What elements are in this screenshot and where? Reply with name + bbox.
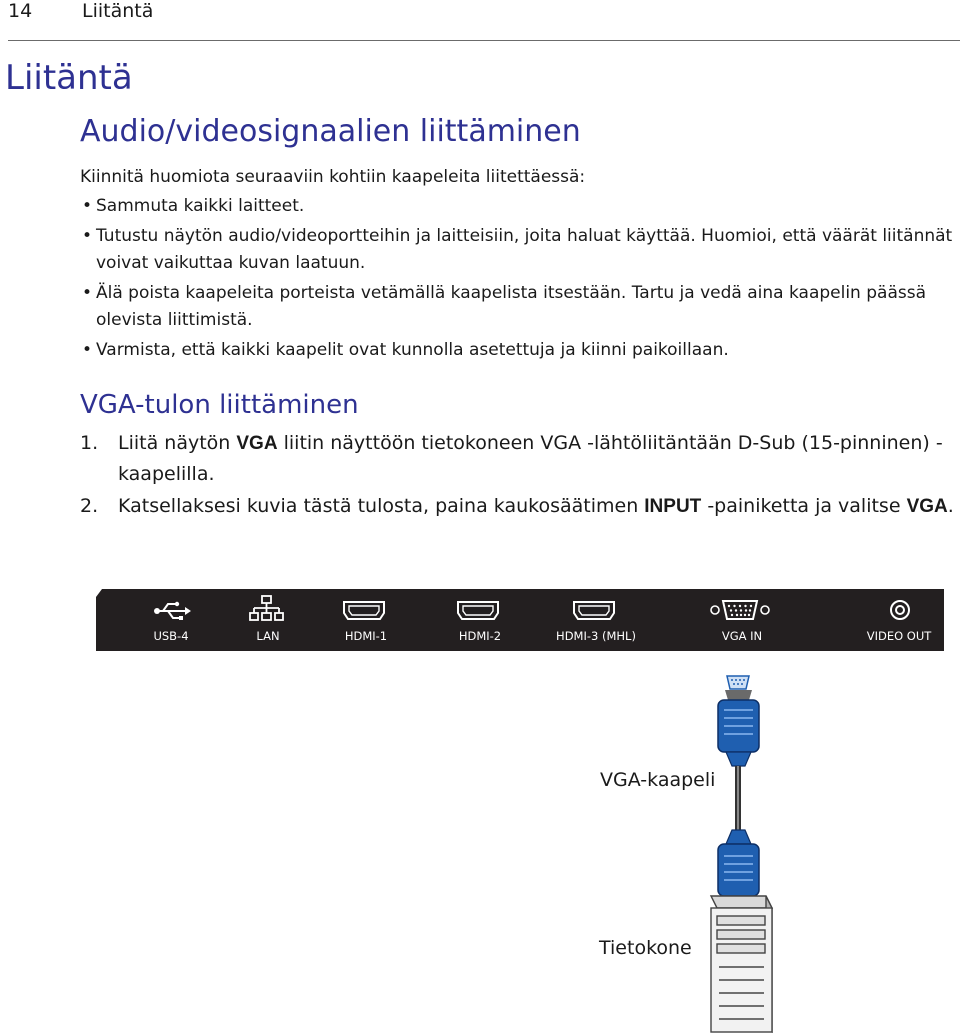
header-rule	[8, 40, 960, 41]
step-number: 1.	[80, 432, 99, 454]
port-label-hdmi1: HDMI-1	[344, 629, 388, 643]
list-item: • Älä poista kaapeleita porteista vetämällä kaapelista itsestään. Tartu ja vedä aina kaapelin päässä olevista liittimistä.	[80, 280, 958, 334]
step-keyword: VGA	[236, 433, 278, 454]
cable-label: VGA-kaapeli	[600, 769, 716, 791]
port-label-hdmi3: HDMI-3 (MHL)	[556, 629, 636, 643]
step-text: Liitä näytön	[118, 432, 237, 454]
panel-background	[96, 589, 944, 651]
step-text: .	[947, 495, 954, 517]
chapter-title: Liitäntä	[5, 58, 133, 98]
step-number: 2.	[80, 495, 99, 517]
section-title: Audio/videosignaalien liittäminen	[80, 114, 581, 149]
port-label-hdmi2: HDMI-2	[458, 629, 502, 643]
step-keyword: VGA	[906, 496, 948, 517]
port-label-video-out: VIDEO OUT	[866, 629, 932, 643]
computer-label: Tietokone	[599, 937, 692, 959]
step-text: Katsellaksesi kuvia tästä tulosta, paina kaukosäätimen	[118, 495, 645, 517]
page-number: 14	[8, 0, 33, 22]
port-label-usb: USB-4	[153, 629, 189, 643]
vga-plug-bottom	[718, 830, 759, 906]
list-item: • Sammuta kaikki laitteet.	[80, 193, 958, 220]
connection-diagram	[580, 670, 780, 1033]
vga-port-indicator-icon	[727, 676, 749, 689]
subsection-title: VGA-tulon liittäminen	[80, 390, 359, 420]
page-header	[0, 0, 960, 44]
step-item	[80, 491, 955, 522]
precautions-list	[80, 193, 958, 367]
vga-plug-top	[718, 690, 759, 766]
list-item: • Tutustu näytön audio/videoportteihin ja laitteisiin, joita haluat käyttää. Huomioi, että väärät liitännät voivat vaikuttaa kuvan laatuun.	[80, 223, 958, 277]
step-item	[80, 428, 955, 489]
step-text: liitin näyttöön tietokoneen VGA -lähtöliitäntään D-Sub (15-pinninen) -kaapelilla.	[118, 432, 943, 485]
list-item: • Varmista, että kaikki kaapelit ovat kunnolla asetettuja ja kiinni paikoillaan.	[80, 337, 958, 364]
step-text: -painiketta ja valitse	[701, 495, 907, 517]
computer-tower-icon	[711, 896, 772, 1032]
port-label-vga-in: VGA IN	[721, 629, 763, 643]
steps-list	[80, 428, 955, 524]
connector-panel	[96, 589, 944, 651]
port-label-lan: LAN	[256, 629, 280, 643]
running-title: Liitäntä	[82, 0, 154, 22]
step-keyword: INPUT	[644, 496, 702, 517]
intro-text: Kiinnitä huomiota seuraaviin kohtiin kaapeleita liitettäessä:	[80, 167, 586, 187]
